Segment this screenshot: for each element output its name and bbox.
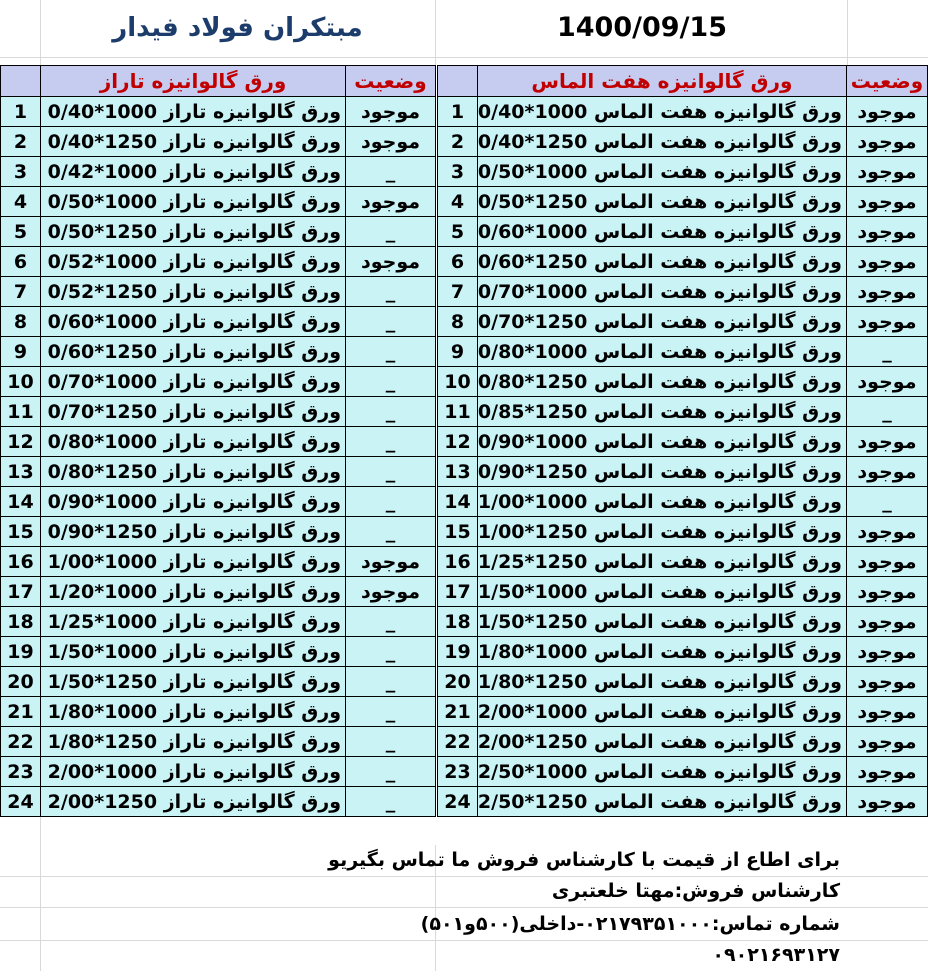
haft-almas-stock-table <box>437 65 928 817</box>
stock-status: _ <box>346 637 436 667</box>
stock-status: _ <box>346 727 436 757</box>
row-number: 7 <box>438 277 478 307</box>
table-row <box>438 727 928 757</box>
stock-status: _ <box>346 337 436 367</box>
row-number: 11 <box>438 397 478 427</box>
stock-status: موجود <box>846 607 927 637</box>
stock-status: موجود <box>346 547 436 577</box>
table-row <box>1 217 436 247</box>
table-row <box>438 187 928 217</box>
row-number: 6 <box>1 247 41 277</box>
row-number: 24 <box>1 787 41 817</box>
stock-status: موجود <box>846 637 927 667</box>
sheet-gridline <box>847 0 848 65</box>
row-number: 4 <box>438 187 478 217</box>
product-name: ورق گالوانیزه تاراز 1250*0/52 <box>41 277 346 307</box>
footer-phone: شماره تماس:۰۲۱۷۹۳۵۱۰۰۰-داخلی(۵۰۰و۵۰۱) <box>420 913 840 935</box>
table-row <box>438 307 928 337</box>
product-name: ورق گالوانیزه تاراز 1000*0/70 <box>41 367 346 397</box>
row-number: 14 <box>1 487 41 517</box>
stock-status: _ <box>346 427 436 457</box>
table-row <box>1 787 436 817</box>
table-row <box>1 127 436 157</box>
stock-status: موجود <box>846 187 927 217</box>
table-row <box>438 757 928 787</box>
table-row <box>1 277 436 307</box>
product-name: ورق گالوانیزه هفت الماس 1250*0/90 <box>477 457 846 487</box>
table-row <box>1 367 436 397</box>
stock-status: _ <box>346 757 436 787</box>
product-name: ورق گالوانیزه هفت الماس 1000*1/00 <box>477 487 846 517</box>
row-number: 10 <box>438 367 478 397</box>
row-number: 3 <box>438 157 478 187</box>
product-name: ورق گالوانیزه تاراز 1000*1/50 <box>41 637 346 667</box>
product-name: ورق گالوانیزه هفت الماس 1000*2/00 <box>477 697 846 727</box>
row-number: 10 <box>1 367 41 397</box>
row-number: 3 <box>1 157 41 187</box>
table-row <box>1 667 436 697</box>
table-row <box>1 157 436 187</box>
header-product: ورق گالوانیزه هفت الماس <box>477 66 846 97</box>
table-row <box>1 517 436 547</box>
stock-status: _ <box>346 517 436 547</box>
stock-status: _ <box>346 277 436 307</box>
stock-status: _ <box>346 307 436 337</box>
product-name: ورق گالوانیزه تاراز 1250*1/50 <box>41 667 346 697</box>
product-name: ورق گالوانیزه تاراز 1000*0/42 <box>41 157 346 187</box>
table-row <box>1 757 436 787</box>
stock-status: موجود <box>846 127 927 157</box>
price-list-date: 1400/09/15 <box>556 12 727 43</box>
row-number: 22 <box>438 727 478 757</box>
row-number: 17 <box>1 577 41 607</box>
table-row <box>438 217 928 247</box>
row-number: 9 <box>1 337 41 367</box>
table-row <box>438 397 928 427</box>
sheet-gridline <box>0 57 928 58</box>
taraz-stock-table <box>0 65 436 817</box>
row-number: 4 <box>1 187 41 217</box>
row-number: 13 <box>1 457 41 487</box>
product-name: ورق گالوانیزه هفت الماس 1250*1/80 <box>477 667 846 697</box>
row-number: 23 <box>1 757 41 787</box>
stock-status: موجود <box>846 787 927 817</box>
stock-status: موجود <box>846 757 927 787</box>
row-number: 8 <box>1 307 41 337</box>
product-name: ورق گالوانیزه هفت الماس 1000*0/80 <box>477 337 846 367</box>
row-number: 12 <box>1 427 41 457</box>
product-name: ورق گالوانیزه تاراز 1000*0/40 <box>41 97 346 127</box>
row-number: 11 <box>1 397 41 427</box>
stock-status: _ <box>846 487 927 517</box>
table-row <box>1 307 436 337</box>
product-name: ورق گالوانیزه هفت الماس 1000*0/50 <box>477 157 846 187</box>
row-number: 8 <box>438 307 478 337</box>
table-row <box>438 337 928 367</box>
product-name: ورق گالوانیزه تاراز 1250*0/90 <box>41 517 346 547</box>
stock-status: موجود <box>846 97 927 127</box>
table-row <box>1 457 436 487</box>
table-row <box>1 727 436 757</box>
row-number: 12 <box>438 427 478 457</box>
table-row <box>438 547 928 577</box>
product-name: ورق گالوانیزه هفت الماس 1000*0/40 <box>477 97 846 127</box>
product-name: ورق گالوانیزه تاراز 1250*0/80 <box>41 457 346 487</box>
product-name: ورق گالوانیزه تاراز 1000*2/00 <box>41 757 346 787</box>
product-name: ورق گالوانیزه تاراز 1000*0/80 <box>41 427 346 457</box>
row-number: 24 <box>438 787 478 817</box>
product-name: ورق گالوانیزه تاراز 1000*0/50 <box>41 187 346 217</box>
stock-status: موجود <box>846 547 927 577</box>
table-row <box>438 427 928 457</box>
row-number: 19 <box>1 637 41 667</box>
table-row <box>1 427 436 457</box>
product-name: ورق گالوانیزه هفت الماس 1250*2/50 <box>477 787 846 817</box>
table-row <box>1 187 436 217</box>
product-name: ورق گالوانیزه هفت الماس 1250*1/50 <box>477 607 846 637</box>
product-name: ورق گالوانیزه هفت الماس 1000*1/80 <box>477 637 846 667</box>
table-row <box>438 667 928 697</box>
product-name: ورق گالوانیزه تاراز 1000*1/20 <box>41 577 346 607</box>
product-name: ورق گالوانیزه تاراز 1000*1/80 <box>41 697 346 727</box>
row-number: 16 <box>1 547 41 577</box>
stock-status: موجود <box>846 427 927 457</box>
table-header-row <box>438 66 928 97</box>
product-name: ورق گالوانیزه هفت الماس 1250*2/00 <box>477 727 846 757</box>
product-name: ورق گالوانیزه هفت الماس 1000*0/70 <box>477 277 846 307</box>
stock-status: موجود <box>846 697 927 727</box>
table-row <box>438 247 928 277</box>
header-status: وضعیت <box>346 66 436 97</box>
product-name: ورق گالوانیزه تاراز 1250*2/00 <box>41 787 346 817</box>
row-number: 1 <box>1 97 41 127</box>
row-number: 2 <box>1 127 41 157</box>
product-name: ورق گالوانیزه تاراز 1250*0/50 <box>41 217 346 247</box>
row-number: 5 <box>1 217 41 247</box>
row-number: 20 <box>1 667 41 697</box>
product-name: ورق گالوانیزه هفت الماس 1250*0/40 <box>477 127 846 157</box>
table-row <box>438 637 928 667</box>
sheet-gridline <box>0 876 928 877</box>
stock-status: موجود <box>346 247 436 277</box>
row-number: 20 <box>438 667 478 697</box>
table-row <box>1 637 436 667</box>
product-name: ورق گالوانیزه هفت الماس 1000*0/60 <box>477 217 846 247</box>
table-row <box>1 397 436 427</box>
product-name: ورق گالوانیزه هفت الماس 1000*2/50 <box>477 757 846 787</box>
table-row <box>438 157 928 187</box>
stock-status: _ <box>846 337 927 367</box>
row-number: 16 <box>438 547 478 577</box>
stock-status: موجود <box>846 157 927 187</box>
row-number: 13 <box>438 457 478 487</box>
product-name: ورق گالوانیزه هفت الماس 1250*0/60 <box>477 247 846 277</box>
footer-sales-expert: کارشناس فروش:مهتا خلعتبری <box>551 880 840 902</box>
header-number-cell <box>1 66 41 97</box>
table-row <box>438 487 928 517</box>
table-row <box>1 487 436 517</box>
company-name: مبتکران فولاد فیدار <box>112 13 363 43</box>
table-row <box>1 97 436 127</box>
row-number: 15 <box>438 517 478 547</box>
row-number: 6 <box>438 247 478 277</box>
stock-status: _ <box>846 397 927 427</box>
stock-status: _ <box>346 217 436 247</box>
row-number: 21 <box>1 697 41 727</box>
product-name: ورق گالوانیزه هفت الماس 1000*0/90 <box>477 427 846 457</box>
row-number: 9 <box>438 337 478 367</box>
stock-status: موجود <box>846 217 927 247</box>
table-row <box>438 787 928 817</box>
row-number: 18 <box>1 607 41 637</box>
product-name: ورق گالوانیزه تاراز 1250*0/60 <box>41 337 346 367</box>
product-name: ورق گالوانیزه هفت الماس 1250*0/80 <box>477 367 846 397</box>
header-status: وضعیت <box>846 66 927 97</box>
product-name: ورق گالوانیزه هفت الماس 1250*0/85 <box>477 397 846 427</box>
stock-status: موجود <box>346 577 436 607</box>
footer-mobile: ۰۹۰۲۱۶۹۳۱۲۷ <box>712 944 840 966</box>
row-number: 17 <box>438 577 478 607</box>
table-row <box>438 277 928 307</box>
stock-status: موجود <box>346 97 436 127</box>
header-product: ورق گالوانیزه تاراز <box>41 66 346 97</box>
table-header-row <box>1 66 436 97</box>
product-name: ورق گالوانیزه تاراز 1250*1/80 <box>41 727 346 757</box>
table-row <box>438 457 928 487</box>
product-name: ورق گالوانیزه تاراز 1000*0/52 <box>41 247 346 277</box>
product-name: ورق گالوانیزه تاراز 1250*0/40 <box>41 127 346 157</box>
product-name: ورق گالوانیزه تاراز 1000*0/90 <box>41 487 346 517</box>
product-name: ورق گالوانیزه هفت الماس 1250*1/00 <box>477 517 846 547</box>
row-number: 7 <box>1 277 41 307</box>
stock-status: موجود <box>846 517 927 547</box>
product-name: ورق گالوانیزه تاراز 1000*0/60 <box>41 307 346 337</box>
table-row <box>438 577 928 607</box>
footer-price-inquiry: برای اطاع از قیمت با کارشناس فروش ما تماس بگیریو <box>328 849 840 871</box>
table-row <box>438 127 928 157</box>
stock-status: موجود <box>346 187 436 217</box>
row-number: 19 <box>438 637 478 667</box>
product-name: ورق گالوانیزه هفت الماس 1250*1/25 <box>477 547 846 577</box>
row-number: 2 <box>438 127 478 157</box>
stock-status: موجود <box>346 127 436 157</box>
table-row <box>438 607 928 637</box>
stock-status: موجود <box>846 667 927 697</box>
table-row <box>438 697 928 727</box>
table-row <box>438 97 928 127</box>
header-number-cell <box>438 66 478 97</box>
stock-status: موجود <box>846 367 927 397</box>
product-name: ورق گالوانیزه هفت الماس 1250*0/50 <box>477 187 846 217</box>
row-number: 1 <box>438 97 478 127</box>
stock-status: _ <box>346 367 436 397</box>
product-name: ورق گالوانیزه تاراز 1000*1/25 <box>41 607 346 637</box>
row-number: 15 <box>1 517 41 547</box>
stock-status: _ <box>346 457 436 487</box>
stock-status: موجود <box>846 577 927 607</box>
stock-status: موجود <box>846 457 927 487</box>
sheet-gridline <box>0 907 928 908</box>
product-name: ورق گالوانیزه تاراز 1250*0/70 <box>41 397 346 427</box>
table-row <box>1 607 436 637</box>
stock-status: موجود <box>846 277 927 307</box>
table-row <box>438 517 928 547</box>
stock-status: _ <box>346 607 436 637</box>
product-name: ورق گالوانیزه هفت الماس 1000*1/50 <box>477 577 846 607</box>
table-row <box>1 247 436 277</box>
row-number: 18 <box>438 607 478 637</box>
stock-status: موجود <box>846 727 927 757</box>
table-row <box>1 547 436 577</box>
stock-status: _ <box>346 787 436 817</box>
sheet-gridline <box>0 940 928 941</box>
table-row <box>438 367 928 397</box>
stock-status: _ <box>346 697 436 727</box>
stock-status: موجود <box>846 307 927 337</box>
row-number: 22 <box>1 727 41 757</box>
stock-status: _ <box>346 397 436 427</box>
row-number: 14 <box>438 487 478 517</box>
stock-status: موجود <box>846 247 927 277</box>
sheet-gridline <box>435 0 436 65</box>
table-row <box>1 337 436 367</box>
table-row <box>1 577 436 607</box>
row-number: 5 <box>438 217 478 247</box>
row-number: 23 <box>438 757 478 787</box>
product-name: ورق گالوانیزه هفت الماس 1250*0/70 <box>477 307 846 337</box>
stock-status: _ <box>346 487 436 517</box>
table-row <box>1 697 436 727</box>
product-name: ورق گالوانیزه تاراز 1000*1/00 <box>41 547 346 577</box>
stock-status: _ <box>346 157 436 187</box>
row-number: 21 <box>438 697 478 727</box>
stock-status: _ <box>346 667 436 697</box>
